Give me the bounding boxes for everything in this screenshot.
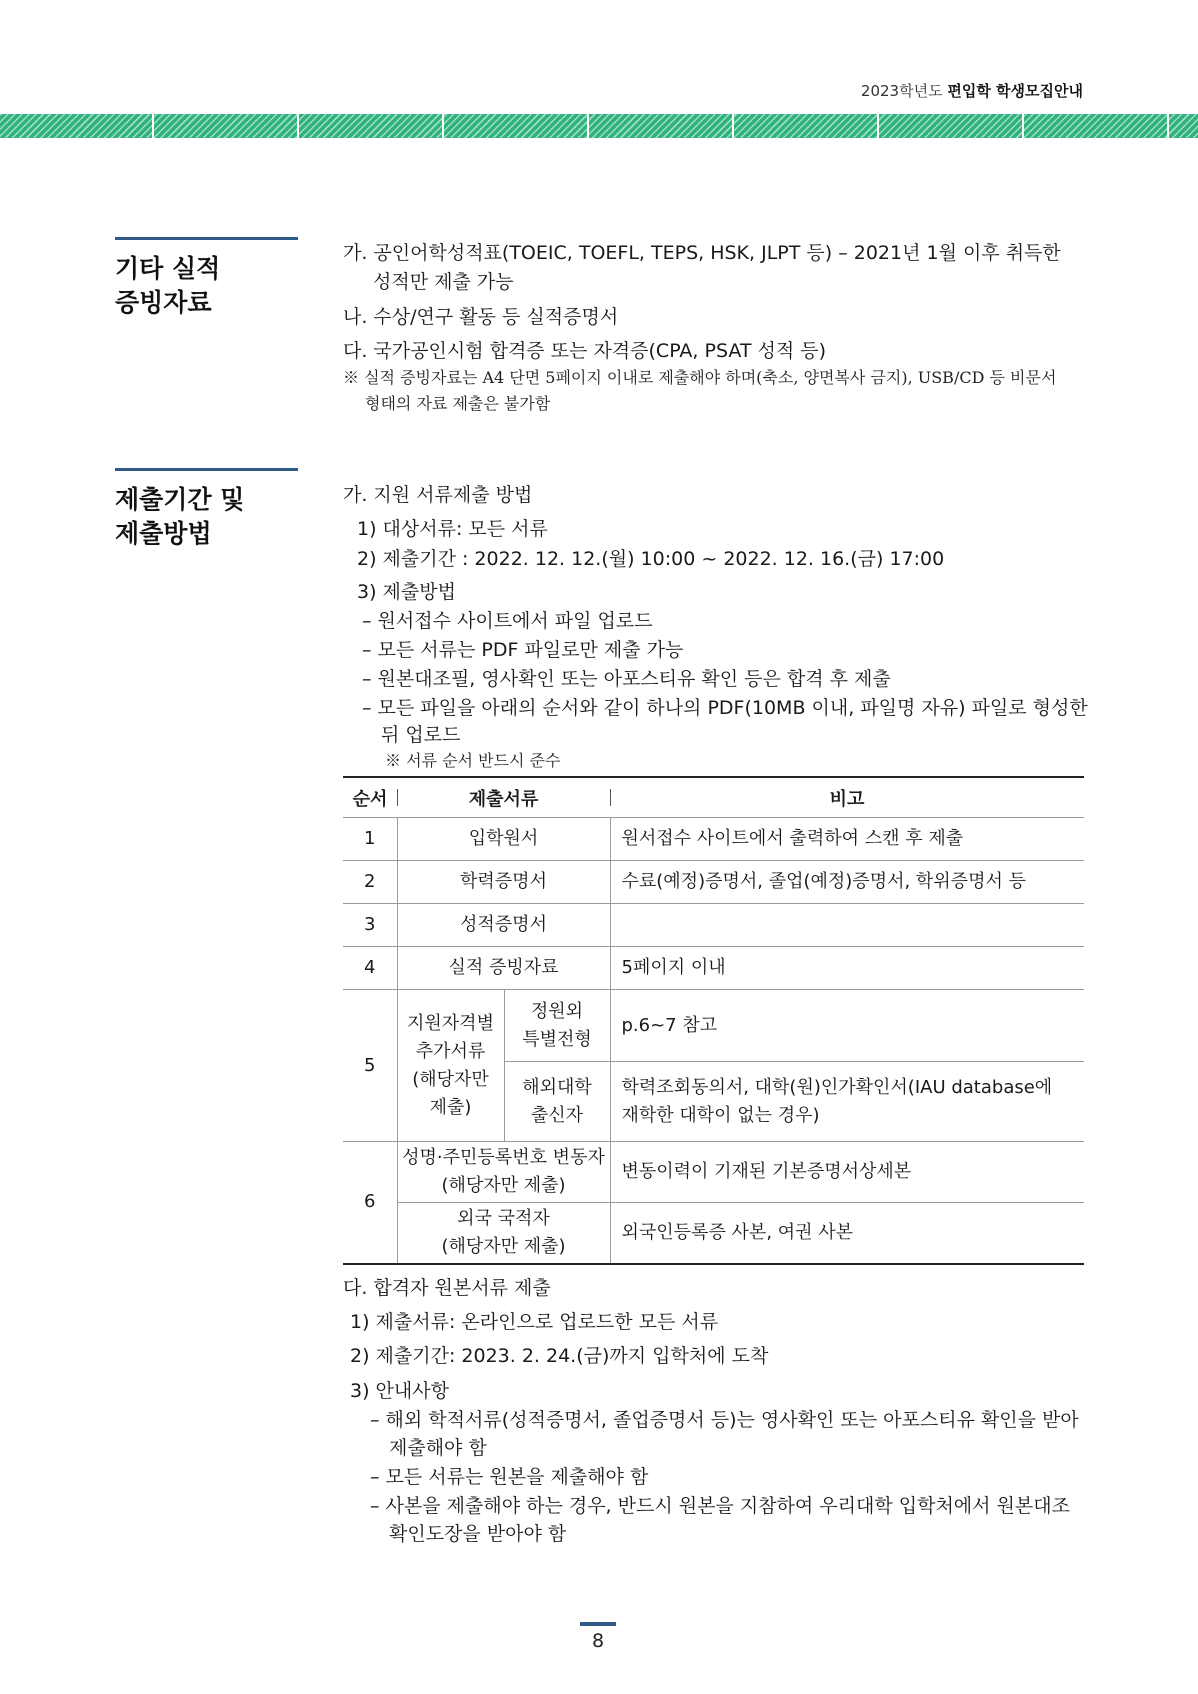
list-item: – 원본대조필, 영사확인 또는 아포스티유 확인 등은 합격 후 제출 bbox=[362, 668, 891, 690]
cell-line: (해당자만 제출) bbox=[441, 1235, 566, 1257]
list-item: 3) 제출방법 bbox=[357, 581, 456, 603]
column-header: 순서 bbox=[343, 777, 397, 818]
list-item-continuation: 뒤 업로드 bbox=[381, 724, 461, 746]
remark-cell: 수료(예정)증명서, 졸업(예정)증명서, 학위증명서 등 bbox=[610, 861, 1084, 904]
list-item-continuation: 성적만 제출 가능 bbox=[373, 271, 514, 293]
order-cell: 6 bbox=[343, 1142, 397, 1264]
list-item: 나. 수상/연구 활동 등 실적증명서 bbox=[343, 306, 619, 328]
remark-cell: p.6~7 참고 bbox=[610, 990, 1084, 1062]
list-item: 다. 국가공인시험 합격증 또는 자격증(CPA, PSAT 성적 등) bbox=[343, 340, 827, 362]
evidence-note-continuation: 형태의 자료 제출은 불가함 bbox=[365, 394, 551, 413]
page-number-bar bbox=[580, 1622, 616, 1626]
remark-cell: 5페이지 이내 bbox=[610, 947, 1084, 990]
table-row bbox=[343, 947, 1084, 990]
header-stripe bbox=[0, 114, 1198, 138]
column-header: 비고 bbox=[610, 777, 1084, 818]
cell-line: 추가서류 bbox=[415, 1040, 486, 1062]
order-cell: 3 bbox=[343, 904, 397, 947]
document-cell: 실적 증빙자료 bbox=[397, 947, 610, 990]
cell-line: 지원자격별 bbox=[407, 1012, 494, 1034]
remark-cell bbox=[610, 904, 1084, 947]
remark-cell: 원서접수 사이트에서 출력하여 스캔 후 제출 bbox=[610, 818, 1084, 861]
cell-line: 성명·주민등록번호 변동자 bbox=[402, 1147, 605, 1168]
stripe-divider bbox=[1167, 114, 1169, 138]
stripe-divider bbox=[877, 114, 879, 138]
cell-line: 학력조회동의서, 대학(원)인가확인서(IAU database에 bbox=[621, 1076, 1053, 1098]
subsection-heading: 다. 합격자 원본서류 제출 bbox=[343, 1277, 551, 1299]
list-item: – 모든 서류는 PDF 파일로만 제출 가능 bbox=[362, 639, 684, 661]
document-cell: 성적증명서 bbox=[397, 904, 610, 947]
list-item: – 사본을 제출해야 하는 경우, 반드시 원본을 지참하여 우리대학 입학처에서 원본대조 bbox=[370, 1495, 1070, 1517]
table-row bbox=[343, 1142, 1084, 1203]
order-cell: 5 bbox=[343, 990, 397, 1142]
section-heading-evidence bbox=[115, 237, 298, 320]
order-cell: 4 bbox=[343, 947, 397, 990]
cell-line: 해외대학 bbox=[522, 1076, 592, 1098]
table-row bbox=[343, 1203, 1084, 1264]
order-cell: 2 bbox=[343, 861, 397, 904]
cell-line: 외국 국적자 bbox=[457, 1207, 550, 1229]
document-subcell bbox=[504, 1062, 610, 1142]
cell-line: 제출) bbox=[429, 1096, 472, 1118]
list-item: 1) 제출서류: 온라인으로 업로드한 모든 서류 bbox=[350, 1311, 719, 1333]
list-item: – 해외 학적서류(성적증명서, 졸업증명서 등)는 영사확인 또는 아포스티유 확인을 받아 bbox=[370, 1409, 1079, 1431]
document-cell bbox=[397, 1142, 610, 1203]
stripe-divider bbox=[1022, 114, 1024, 138]
order-cell: 1 bbox=[343, 818, 397, 861]
list-item: 가. 공인어학성적표(TOEIC, TOEFL, TEPS, HSK, JLPT 등) – 2021년 1월 이후 취득한 bbox=[343, 242, 1061, 264]
stripe-divider bbox=[152, 114, 154, 138]
cell-line: 출신자 bbox=[530, 1104, 584, 1126]
document-cell: 학력증명서 bbox=[397, 861, 610, 904]
stripe-divider bbox=[442, 114, 444, 138]
table-header-row bbox=[343, 777, 1084, 818]
list-item-continuation: 제출해야 함 bbox=[389, 1437, 487, 1459]
table-row bbox=[343, 818, 1084, 861]
stripe-divider bbox=[297, 114, 299, 138]
document-group-cell bbox=[397, 990, 504, 1142]
cell-line: 특별전형 bbox=[522, 1028, 592, 1050]
header-title: 편입학 학생모집안내 bbox=[947, 82, 1083, 100]
remark-cell: 변동이력이 기재된 기본증명서상세본 bbox=[610, 1142, 1084, 1203]
order-note: ※ 서류 순서 반드시 준수 bbox=[385, 751, 561, 770]
stripe-divider bbox=[732, 114, 734, 138]
list-item: – 원서접수 사이트에서 파일 업로드 bbox=[362, 610, 653, 632]
remark-cell: 외국인등록증 사본, 여권 사본 bbox=[610, 1203, 1084, 1264]
header-year: 2023학년도 bbox=[860, 82, 943, 100]
section-heading-submission bbox=[115, 468, 298, 551]
table-row bbox=[343, 990, 1084, 1062]
document-cell bbox=[397, 1203, 610, 1264]
running-header bbox=[861, 80, 1083, 101]
cell-line: (해당자만 제출) bbox=[441, 1175, 566, 1196]
list-item: 1) 대상서류: 모든 서류 bbox=[357, 518, 548, 540]
list-item: 3) 안내사항 bbox=[350, 1380, 449, 1402]
list-item: – 모든 서류는 원본을 제출해야 함 bbox=[370, 1466, 649, 1488]
list-item: – 모든 파일을 아래의 순서와 같이 하나의 PDF(10MB 이내, 파일명 자유) 파일로 형성한 bbox=[362, 697, 1088, 719]
cell-line: (해당자만 bbox=[412, 1068, 489, 1090]
section-title-line: 제출기간 및 bbox=[115, 485, 245, 514]
subsection-heading: 가. 지원 서류제출 방법 bbox=[343, 484, 533, 506]
column-header: 제출서류 bbox=[397, 777, 610, 818]
cell-line: 재학한 대학이 없는 경우) bbox=[621, 1104, 820, 1126]
documents-table bbox=[343, 776, 1084, 1265]
list-item: 2) 제출기간: 2023. 2. 24.(금)까지 입학처에 도착 bbox=[350, 1345, 769, 1367]
section-title-line: 증빙자료 bbox=[115, 288, 212, 317]
section-title-line: 기타 실적 bbox=[115, 254, 221, 283]
document-subcell bbox=[504, 990, 610, 1062]
table-row bbox=[343, 861, 1084, 904]
page-number: 8 bbox=[591, 1630, 605, 1652]
list-item-continuation: 확인도장을 받아야 함 bbox=[389, 1523, 567, 1545]
cell-line: 정원외 bbox=[530, 1000, 584, 1022]
document-cell: 입학원서 bbox=[397, 818, 610, 861]
evidence-note: ※ 실적 증빙자료는 A4 단면 5페이지 이내로 제출해야 하며(축소, 양면복사 금지), USB/CD 등 비문서 bbox=[343, 368, 1057, 387]
section-title-line: 제출방법 bbox=[115, 519, 212, 548]
list-item: 2) 제출기간 : 2022. 12. 12.(월) 10:00 ~ 2022. 12. 16.(금) 17:00 bbox=[357, 548, 945, 570]
remark-cell bbox=[610, 1062, 1084, 1142]
stripe-divider bbox=[587, 114, 589, 138]
table-row bbox=[343, 904, 1084, 947]
